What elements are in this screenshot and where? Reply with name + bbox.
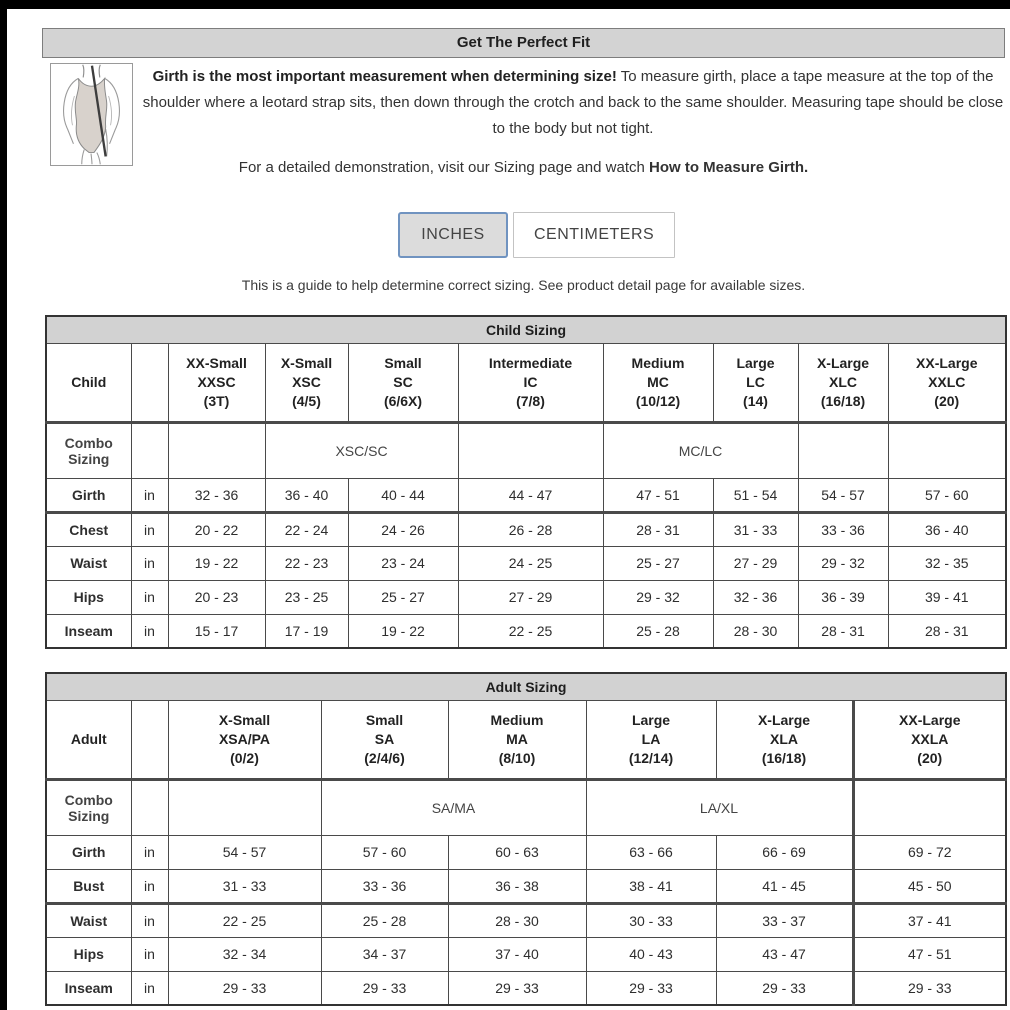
measurement-cell: 29 - 33 [448, 971, 586, 1005]
girth-intro-rest: To measure girth, place a tape measure at the top of the shoulder where a leotard strap sits, then down through the crotch and back to the same shoulder. Measuring tape should be close to the body but not tight. [142, 68, 1004, 137]
size-name: XX-Large [899, 711, 961, 728]
measurement-cell: 38 - 41 [586, 869, 716, 903]
combo-row-label [46, 422, 131, 478]
girth-intro-bold: Girth is the most important measurement when determining size! [152, 68, 617, 85]
table-title-row [46, 673, 1006, 700]
measurement-cell: 47 - 51 [603, 478, 713, 512]
size-range: (0/2) [230, 749, 259, 766]
size-range: (20) [917, 749, 943, 766]
measurement-cell: 43 - 47 [716, 937, 853, 971]
size-code: MA [506, 730, 528, 747]
measurement-cell: 29 - 32 [798, 546, 888, 580]
unit-cell: in [131, 971, 168, 1005]
measurement-cell: 29 - 33 [586, 971, 716, 1005]
size-column-header [448, 700, 586, 779]
table-row [46, 937, 1006, 971]
size-range: (8/10) [498, 749, 536, 766]
size-range: (6/6X) [383, 392, 423, 409]
measurement-cell: 29 - 32 [603, 580, 713, 614]
measurement-label: Inseam [46, 614, 131, 648]
size-column-header [458, 343, 603, 422]
measurement-cell: 47 - 51 [853, 937, 1006, 971]
size-column-header [586, 700, 716, 779]
table-row [46, 903, 1006, 937]
combo-cell: XSC/SC [265, 422, 458, 478]
measurement-cell: 32 - 36 [168, 478, 265, 512]
combo-cell [798, 422, 888, 478]
size-name: Medium [490, 711, 544, 728]
table-row [46, 835, 1006, 869]
unit-cell: in [131, 580, 168, 614]
size-code: LC [746, 373, 765, 390]
size-name: Large [736, 354, 775, 371]
measurement-cell: 26 - 28 [458, 512, 603, 546]
measurement-label: Hips [46, 580, 131, 614]
measurement-cell: 20 - 23 [168, 580, 265, 614]
table-row [46, 512, 1006, 546]
size-code: XLC [829, 373, 857, 390]
sizing-demo-line [42, 158, 1005, 178]
size-header-row [46, 343, 1006, 422]
measurement-cell: 25 - 27 [603, 546, 713, 580]
screenshot-left-edge [0, 0, 7, 1010]
size-name: X-Large [816, 354, 870, 371]
measurement-cell: 23 - 24 [348, 546, 458, 580]
size-code: XSC [292, 373, 321, 390]
centimeters-button[interactable]: CENTIMETERS [513, 212, 675, 258]
measurement-cell: 37 - 40 [448, 937, 586, 971]
combo-cell [888, 422, 1006, 478]
size-code: XXLC [928, 373, 966, 390]
measurement-cell: 36 - 40 [888, 512, 1006, 546]
measurement-cell: 25 - 27 [348, 580, 458, 614]
measurement-cell: 19 - 22 [168, 546, 265, 580]
unit-cell: in [131, 903, 168, 937]
combo-cell: LA/XL [586, 779, 853, 835]
units-toggle [398, 212, 675, 258]
combo-cell [853, 779, 1006, 835]
size-column-header [168, 700, 321, 779]
size-name: Medium [631, 354, 685, 371]
unit-cell: in [131, 937, 168, 971]
unit-cell: in [131, 512, 168, 546]
unit-cell: in [131, 835, 168, 869]
unit-cell: in [131, 546, 168, 580]
combo-sizing-row [46, 422, 1006, 478]
measurement-cell: 28 - 30 [448, 903, 586, 937]
size-range: (4/5) [292, 392, 321, 409]
size-range: (20) [934, 392, 960, 409]
measurement-cell: 28 - 31 [603, 512, 713, 546]
measurement-cell: 54 - 57 [798, 478, 888, 512]
size-column-header [713, 343, 798, 422]
measurement-cell: 15 - 17 [168, 614, 265, 648]
size-range: (16/18) [820, 392, 866, 409]
measurement-cell: 66 - 69 [716, 835, 853, 869]
table-row [46, 580, 1006, 614]
measurement-cell: 32 - 35 [888, 546, 1006, 580]
combo-label-line: Combo [64, 434, 113, 451]
screenshot-top-edge [0, 0, 1010, 9]
measurement-cell: 57 - 60 [321, 835, 448, 869]
measurement-cell: 32 - 34 [168, 937, 321, 971]
size-column-header [168, 343, 265, 422]
measurement-cell: 25 - 28 [603, 614, 713, 648]
table-row [46, 546, 1006, 580]
size-name: Intermediate [488, 354, 573, 371]
size-column-header [853, 700, 1006, 779]
unit-cell: in [131, 614, 168, 648]
sizing-demo-text: For a detailed demonstration, visit our Sizing page and watch [238, 159, 650, 176]
combo-cell: MC/LC [603, 422, 798, 478]
size-code: SA [374, 730, 395, 747]
measurement-cell: 22 - 25 [168, 903, 321, 937]
size-name: XX-Large [916, 354, 978, 371]
measurement-cell: 27 - 29 [713, 546, 798, 580]
size-column-header [348, 343, 458, 422]
measurement-cell: 24 - 25 [458, 546, 603, 580]
measurement-cell: 36 - 39 [798, 580, 888, 614]
measurement-cell: 31 - 33 [168, 869, 321, 903]
size-range: (14) [743, 392, 768, 409]
measurement-cell: 31 - 33 [713, 512, 798, 546]
combo-cell: SA/MA [321, 779, 586, 835]
measurement-cell: 39 - 41 [888, 580, 1006, 614]
measurement-label: Chest [46, 512, 131, 546]
measurement-cell: 28 - 31 [888, 614, 1006, 648]
measurement-cell: 36 - 40 [265, 478, 348, 512]
size-range: (3T) [203, 392, 230, 409]
combo-sizing-row [46, 779, 1006, 835]
adult-sizing-table [45, 672, 1007, 1006]
measurement-label: Girth [46, 835, 131, 869]
measurement-cell: 17 - 19 [265, 614, 348, 648]
child-sizing-table [45, 315, 1007, 649]
size-column-header [603, 343, 713, 422]
table-row [46, 971, 1006, 1005]
table-title: Adult Sizing [46, 673, 1006, 700]
measurement-label: Waist [46, 903, 131, 937]
measurement-cell: 29 - 33 [853, 971, 1006, 1005]
unit-header-cell [131, 700, 168, 779]
size-code: SC [393, 373, 413, 390]
measurement-cell: 45 - 50 [853, 869, 1006, 903]
size-range: (10/12) [635, 392, 681, 409]
size-column-header [716, 700, 853, 779]
size-column-header [798, 343, 888, 422]
measurement-cell: 28 - 31 [798, 614, 888, 648]
size-code: XLA [770, 730, 798, 747]
sizing-guide-note: This is a guide to help determine correct sizing. See product detail page for available sizes. [241, 277, 806, 293]
group-label: Child [46, 343, 131, 422]
size-name: XX-Small [186, 354, 247, 371]
measurement-cell: 32 - 36 [713, 580, 798, 614]
size-range: (16/18) [761, 749, 807, 766]
size-range: (2/4/6) [364, 749, 405, 766]
size-code: IC [523, 373, 538, 390]
measurement-cell: 29 - 33 [168, 971, 321, 1005]
measurement-cell: 28 - 30 [713, 614, 798, 648]
combo-label-line: Sizing [68, 807, 110, 824]
size-name: X-Small [280, 354, 333, 371]
measurement-cell: 20 - 22 [168, 512, 265, 546]
combo-label-line: Sizing [68, 450, 110, 467]
measurement-cell: 24 - 26 [348, 512, 458, 546]
measurement-cell: 27 - 29 [458, 580, 603, 614]
sizing-demo-bold: How to Measure Girth. [649, 159, 809, 176]
unit-header-cell [131, 343, 168, 422]
unit-cell: in [131, 869, 168, 903]
leotard-girth-diagram-icon [50, 63, 133, 166]
size-name: Large [631, 711, 671, 728]
unit-cell: in [131, 478, 168, 512]
size-code: XSA/PA [218, 730, 271, 747]
measurement-cell: 60 - 63 [448, 835, 586, 869]
table-title-row [46, 316, 1006, 343]
table-title: Child Sizing [46, 316, 1006, 343]
measurement-cell: 23 - 25 [265, 580, 348, 614]
measurement-cell: 25 - 28 [321, 903, 448, 937]
combo-label-line: Combo [64, 791, 113, 808]
measurement-cell: 51 - 54 [713, 478, 798, 512]
unit-cell [131, 422, 168, 478]
table-row [46, 614, 1006, 648]
table-row [46, 869, 1006, 903]
measurement-cell: 33 - 37 [716, 903, 853, 937]
measurement-label: Hips [46, 937, 131, 971]
size-range: (7/8) [516, 392, 545, 409]
inches-button[interactable]: INCHES [398, 212, 508, 258]
size-name: Small [365, 711, 404, 728]
size-column-header [321, 700, 448, 779]
measurement-cell: 36 - 38 [448, 869, 586, 903]
size-code: XXLA [911, 730, 949, 747]
measurement-cell: 34 - 37 [321, 937, 448, 971]
measurement-label: Waist [46, 546, 131, 580]
measurement-cell: 33 - 36 [798, 512, 888, 546]
measurement-cell: 22 - 23 [265, 546, 348, 580]
measurement-cell: 29 - 33 [716, 971, 853, 1005]
measurement-cell: 41 - 45 [716, 869, 853, 903]
unit-cell [131, 779, 168, 835]
size-code: XXSC [197, 373, 236, 390]
measurement-label: Bust [46, 869, 131, 903]
combo-cell [168, 779, 321, 835]
measurement-cell: 29 - 33 [321, 971, 448, 1005]
size-column-header [265, 343, 348, 422]
measurement-cell: 37 - 41 [853, 903, 1006, 937]
measurement-cell: 22 - 25 [458, 614, 603, 648]
measurement-cell: 33 - 36 [321, 869, 448, 903]
table-row [46, 478, 1006, 512]
girth-intro-paragraph [142, 64, 1004, 142]
combo-row-label [46, 779, 131, 835]
page-title: Get The Perfect Fit [42, 28, 1005, 58]
size-range: (12/14) [628, 749, 674, 766]
size-name: X-Small [218, 711, 271, 728]
size-header-row [46, 700, 1006, 779]
measurement-cell: 19 - 22 [348, 614, 458, 648]
measurement-cell: 44 - 47 [458, 478, 603, 512]
measurement-cell: 63 - 66 [586, 835, 716, 869]
measurement-label: Girth [46, 478, 131, 512]
measurement-cell: 40 - 44 [348, 478, 458, 512]
measurement-label: Inseam [46, 971, 131, 1005]
combo-cell [458, 422, 603, 478]
combo-cell [168, 422, 265, 478]
measurement-cell: 30 - 33 [586, 903, 716, 937]
measurement-cell: 69 - 72 [853, 835, 1006, 869]
size-name: Small [384, 354, 422, 371]
size-code: MC [647, 373, 669, 390]
size-column-header [888, 343, 1006, 422]
size-name: X-Large [757, 711, 811, 728]
group-label: Adult [46, 700, 131, 779]
measurement-cell: 54 - 57 [168, 835, 321, 869]
measurement-cell: 57 - 60 [888, 478, 1006, 512]
size-code: LA [641, 730, 661, 747]
measurement-cell: 22 - 24 [265, 512, 348, 546]
measurement-cell: 40 - 43 [586, 937, 716, 971]
